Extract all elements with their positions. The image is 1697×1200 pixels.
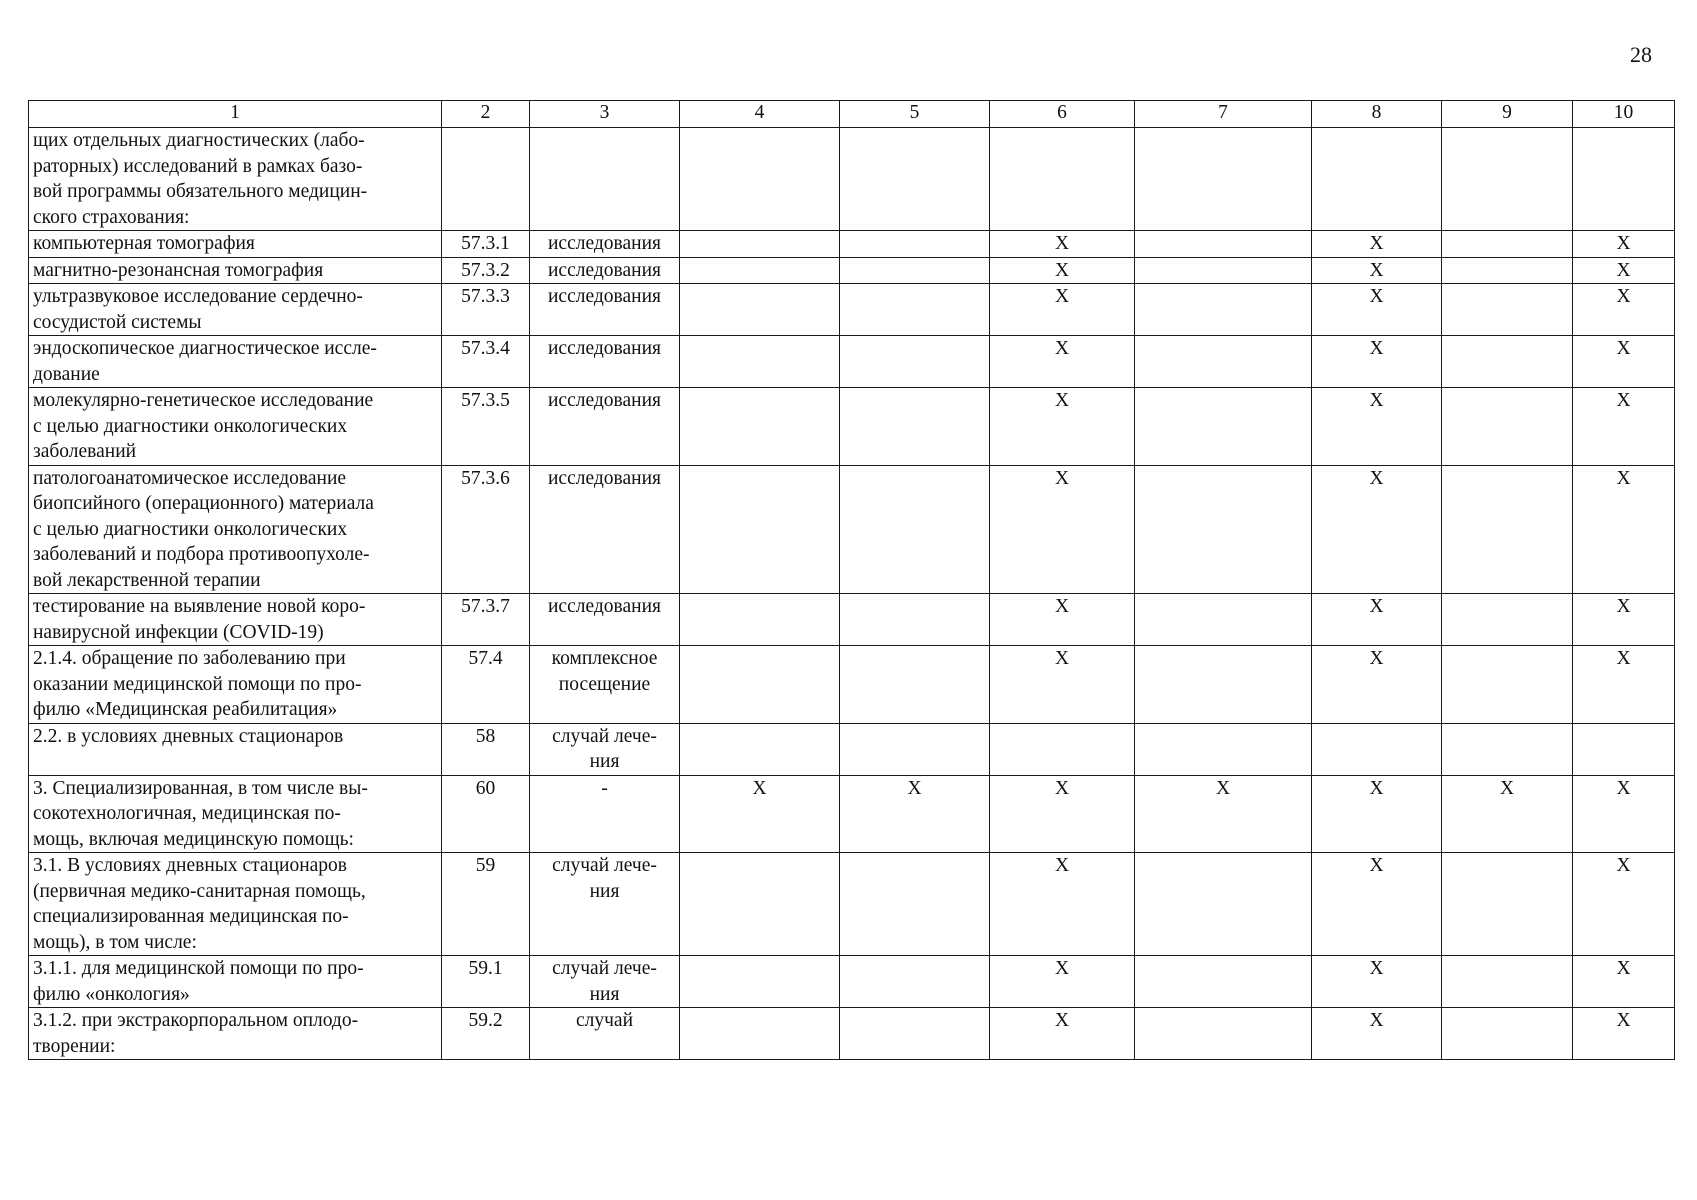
row-name: тестирование на выявление новой коро- навирусной инфекции (COVID-19): [29, 594, 442, 646]
row-name: 3.1. В условиях дневных стационаров (первичная медико-санитарная помощь, специализированная медицинская по- мощь), в том числе:: [29, 853, 442, 956]
row-mark-col-10: X: [1573, 594, 1675, 646]
row-mark-col-8: X: [1312, 465, 1442, 594]
row-mark-col-5: [840, 284, 990, 336]
row-mark-col-8: [1312, 723, 1442, 775]
row-mark-col-10: X: [1573, 257, 1675, 284]
row-code: 60: [442, 775, 530, 853]
row-mark-col-5: X: [840, 775, 990, 853]
row-mark-col-9: [1442, 128, 1573, 231]
row-mark-col-4: [680, 853, 840, 956]
row-mark-col-5: [840, 257, 990, 284]
row-mark-col-10: X: [1573, 775, 1675, 853]
table-row: [29, 1008, 1675, 1060]
data-table: [28, 100, 1675, 1060]
row-mark-col-8: X: [1312, 284, 1442, 336]
column-number-10: 10: [1573, 101, 1675, 128]
row-unit: исследования: [530, 284, 680, 336]
row-mark-col-5: [840, 853, 990, 956]
row-mark-col-9: [1442, 1008, 1573, 1060]
column-number-9: 9: [1442, 101, 1573, 128]
row-unit: случай лече- ния: [530, 723, 680, 775]
column-number-7: 7: [1135, 101, 1312, 128]
row-mark-col-4: [680, 128, 840, 231]
row-mark-col-9: [1442, 465, 1573, 594]
row-name: 3.1.1. для медицинской помощи по про- филю «онкология»: [29, 956, 442, 1008]
row-mark-col-5: [840, 388, 990, 466]
table-row: [29, 465, 1675, 594]
row-mark-col-9: [1442, 853, 1573, 956]
row-mark-col-10: X: [1573, 1008, 1675, 1060]
row-mark-col-7: [1135, 388, 1312, 466]
row-mark-col-6: X: [990, 336, 1135, 388]
row-mark-col-5: [840, 465, 990, 594]
row-mark-col-4: [680, 231, 840, 258]
row-mark-col-9: [1442, 284, 1573, 336]
row-mark-col-6: X: [990, 231, 1135, 258]
row-unit: исследования: [530, 388, 680, 466]
row-mark-col-6: X: [990, 646, 1135, 724]
table-row: [29, 284, 1675, 336]
row-mark-col-7: [1135, 128, 1312, 231]
row-mark-col-6: X: [990, 853, 1135, 956]
row-code: 57.3.6: [442, 465, 530, 594]
row-name: ультразвуковое исследование сердечно- сосудистой системы: [29, 284, 442, 336]
row-mark-col-9: [1442, 231, 1573, 258]
table-row: [29, 231, 1675, 258]
table-row: [29, 723, 1675, 775]
row-code: 59.2: [442, 1008, 530, 1060]
row-code: 58: [442, 723, 530, 775]
row-mark-col-8: X: [1312, 646, 1442, 724]
row-code: [442, 128, 530, 231]
row-mark-col-8: X: [1312, 594, 1442, 646]
row-name: 2.2. в условиях дневных стационаров: [29, 723, 442, 775]
row-mark-col-4: [680, 956, 840, 1008]
row-mark-col-9: [1442, 257, 1573, 284]
row-mark-col-7: [1135, 853, 1312, 956]
row-mark-col-10: X: [1573, 284, 1675, 336]
row-unit: исследования: [530, 465, 680, 594]
row-code: 59.1: [442, 956, 530, 1008]
row-code: 57.3.3: [442, 284, 530, 336]
column-number-1: 1: [29, 101, 442, 128]
row-mark-col-5: [840, 956, 990, 1008]
row-mark-col-8: X: [1312, 336, 1442, 388]
row-mark-col-4: [680, 388, 840, 466]
row-mark-col-10: X: [1573, 956, 1675, 1008]
row-mark-col-6: [990, 723, 1135, 775]
row-mark-col-5: [840, 723, 990, 775]
row-mark-col-9: [1442, 723, 1573, 775]
row-name: магнитно-резонансная томография: [29, 257, 442, 284]
row-mark-col-8: [1312, 128, 1442, 231]
row-mark-col-10: X: [1573, 646, 1675, 724]
row-unit: -: [530, 775, 680, 853]
row-unit: случай лече- ния: [530, 853, 680, 956]
row-unit: случай: [530, 1008, 680, 1060]
row-mark-col-7: [1135, 723, 1312, 775]
row-mark-col-9: [1442, 336, 1573, 388]
page-number: 28: [1630, 42, 1652, 67]
row-mark-col-4: [680, 257, 840, 284]
row-name: щих отдельных диагностических (лабо- раторных) исследований в рамках базо- вой программы обязательного медицин- ского страхования:: [29, 128, 442, 231]
row-mark-col-7: [1135, 646, 1312, 724]
row-mark-col-10: X: [1573, 231, 1675, 258]
row-mark-col-10: X: [1573, 336, 1675, 388]
row-unit: исследования: [530, 336, 680, 388]
row-mark-col-8: X: [1312, 853, 1442, 956]
row-mark-col-4: [680, 594, 840, 646]
row-mark-col-4: [680, 465, 840, 594]
row-mark-col-7: [1135, 1008, 1312, 1060]
row-name: 3. Специализированная, в том числе вы- сокотехнологичная, медицинская по- мощь, включая медицинскую помощь:: [29, 775, 442, 853]
table-row: [29, 956, 1675, 1008]
column-number-row: [29, 101, 1675, 128]
row-mark-col-9: [1442, 388, 1573, 466]
row-name: эндоскопическое диагностическое иссле- дование: [29, 336, 442, 388]
row-mark-col-9: [1442, 646, 1573, 724]
row-mark-col-8: X: [1312, 388, 1442, 466]
table-row: [29, 594, 1675, 646]
row-mark-col-4: [680, 646, 840, 724]
row-mark-col-5: [840, 646, 990, 724]
row-mark-col-4: [680, 336, 840, 388]
row-mark-col-5: [840, 336, 990, 388]
row-mark-col-7: [1135, 336, 1312, 388]
row-name: патологоанатомическое исследование биопсийного (операционного) материала с целью диагностики онкологических заболеваний и подбора противоопухоле- вой лекарственной терапии: [29, 465, 442, 594]
row-mark-col-10: X: [1573, 853, 1675, 956]
table-row: [29, 775, 1675, 853]
row-code: 57.3.4: [442, 336, 530, 388]
row-mark-col-10: X: [1573, 388, 1675, 466]
row-unit: исследования: [530, 594, 680, 646]
row-mark-col-5: [840, 594, 990, 646]
row-mark-col-8: X: [1312, 956, 1442, 1008]
row-mark-col-6: X: [990, 257, 1135, 284]
row-mark-col-7: [1135, 284, 1312, 336]
table-row: [29, 128, 1675, 231]
table-row: [29, 646, 1675, 724]
row-mark-col-6: X: [990, 284, 1135, 336]
row-mark-col-6: X: [990, 465, 1135, 594]
row-unit: [530, 128, 680, 231]
row-mark-col-7: X: [1135, 775, 1312, 853]
column-number-8: 8: [1312, 101, 1442, 128]
row-mark-col-8: X: [1312, 1008, 1442, 1060]
table-row: [29, 257, 1675, 284]
row-unit: исследования: [530, 231, 680, 258]
row-code: 59: [442, 853, 530, 956]
row-mark-col-7: [1135, 231, 1312, 258]
row-mark-col-6: X: [990, 1008, 1135, 1060]
row-mark-col-10: [1573, 723, 1675, 775]
row-mark-col-4: [680, 723, 840, 775]
row-code: 57.4: [442, 646, 530, 724]
column-number-5: 5: [840, 101, 990, 128]
row-code: 57.3.1: [442, 231, 530, 258]
row-unit: исследования: [530, 257, 680, 284]
row-mark-col-6: X: [990, 775, 1135, 853]
row-code: 57.3.5: [442, 388, 530, 466]
column-number-3: 3: [530, 101, 680, 128]
row-mark-col-4: [680, 1008, 840, 1060]
row-name: компьютерная томография: [29, 231, 442, 258]
row-unit: комплексное посещение: [530, 646, 680, 724]
row-mark-col-7: [1135, 956, 1312, 1008]
column-number-2: 2: [442, 101, 530, 128]
row-mark-col-5: [840, 1008, 990, 1060]
row-mark-col-4: X: [680, 775, 840, 853]
row-name: 2.1.4. обращение по заболеванию при оказании медицинской помощи по про- филю «Медицинская реабилитация»: [29, 646, 442, 724]
column-number-6: 6: [990, 101, 1135, 128]
row-mark-col-6: X: [990, 388, 1135, 466]
row-mark-col-9: [1442, 594, 1573, 646]
row-name: молекулярно-генетическое исследование с целью диагностики онкологических заболеваний: [29, 388, 442, 466]
row-name: 3.1.2. при экстракорпоральном оплодо- творении:: [29, 1008, 442, 1060]
row-mark-col-8: X: [1312, 257, 1442, 284]
table-row: [29, 388, 1675, 466]
column-number-4: 4: [680, 101, 840, 128]
row-mark-col-4: [680, 284, 840, 336]
row-unit: случай лече- ния: [530, 956, 680, 1008]
row-mark-col-6: [990, 128, 1135, 231]
row-mark-col-8: X: [1312, 231, 1442, 258]
row-mark-col-7: [1135, 594, 1312, 646]
row-mark-col-5: [840, 231, 990, 258]
row-mark-col-9: [1442, 956, 1573, 1008]
row-code: 57.3.7: [442, 594, 530, 646]
table-row: [29, 336, 1675, 388]
row-mark-col-9: X: [1442, 775, 1573, 853]
table-row: [29, 853, 1675, 956]
row-mark-col-7: [1135, 257, 1312, 284]
row-mark-col-5: [840, 128, 990, 231]
row-mark-col-6: X: [990, 594, 1135, 646]
row-code: 57.3.2: [442, 257, 530, 284]
row-mark-col-6: X: [990, 956, 1135, 1008]
row-mark-col-7: [1135, 465, 1312, 594]
row-mark-col-10: [1573, 128, 1675, 231]
row-mark-col-10: X: [1573, 465, 1675, 594]
row-mark-col-8: X: [1312, 775, 1442, 853]
